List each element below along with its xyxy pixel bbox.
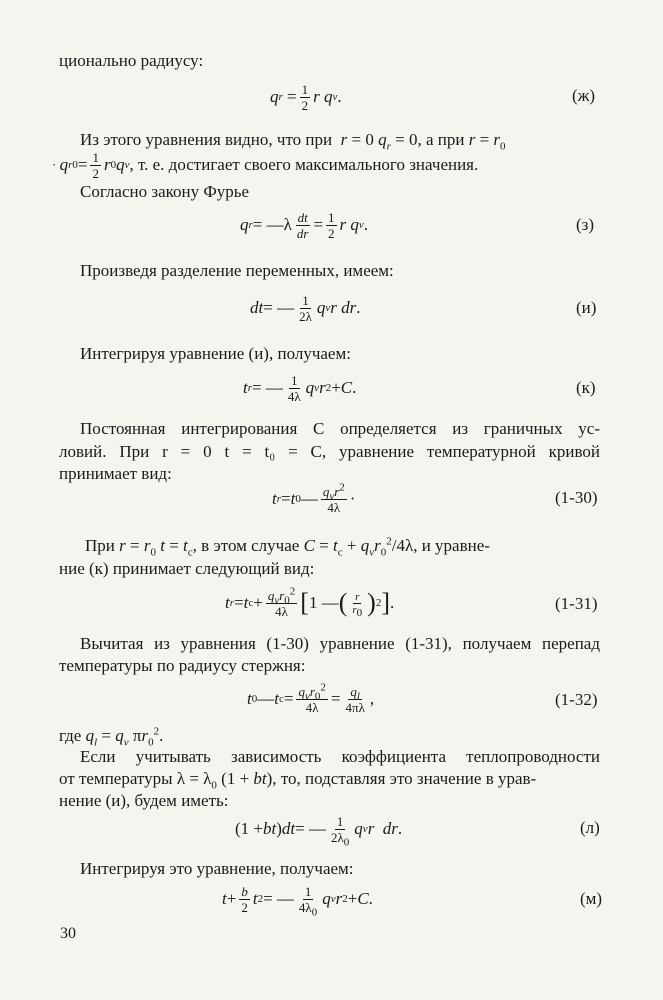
text-line-7: Постоянная интегрирования C определяется из граничных ус- — [80, 419, 600, 438]
equation-label-1-30: (1-30) — [555, 488, 598, 507]
text-line-2a: Из этого уравнения видно, что при — [80, 130, 333, 149]
text-line-10b: в этом случае — [201, 536, 300, 555]
text-line-2: Из этого уравнения видно, что при r = 0 $q_r = 0$, а при $r = r_0$ — [80, 130, 506, 153]
equation-label-1-32: (1-32) — [555, 690, 598, 709]
text-line-1: ционально радиусу: — [59, 51, 204, 70]
text-line-6: Интегрируя уравнение (и), получаем: — [80, 344, 351, 363]
text-line-10: При $r = r_0$ $t = t_с$, в этом случае $C = t_с + q_vr_0^2/4\lambda$, и уравне- — [85, 535, 490, 559]
equation-1-30: t r = t 0 — $\frac{q_vr^2}{4\lambda}$ · — [272, 481, 356, 515]
text-line-8: ловий. При r = 0 t = t₀ = C, уравнение температурной кривой — [59, 442, 600, 461]
text-line-5: Произведя разделение переменных, имеем: — [80, 261, 394, 280]
text-line-10c: и уравне- — [421, 536, 490, 555]
text-line-12: Вычитая из уравнения (1-30) уравнение (1-31), получаем перепад — [80, 634, 600, 653]
equation-1-31: t r = t с + $\frac{q_vr_0^2}{4\lambda}$ [ 1 — ( $\frac{r}{r_0}$ ) 2 ] . — [225, 585, 395, 619]
text-line-9: принимает вид: — [59, 464, 172, 483]
equation-m: t + $\frac{b}{2}$ t 2 = — $\frac{1}{4\lambda_0}$ q v r 2 + C . — [222, 883, 373, 919]
equation-label-l: (л) — [580, 818, 600, 837]
equation-l: (1 + bt ) dt = — $\frac{1}{2\lambda_0}$ q v r dr . — [235, 813, 403, 849]
text-line-15: Если учитывать зависимость коэффициента теплопроводности — [80, 747, 600, 766]
equation-1-32: t 0 — t с = $\frac{q_vr_0^2}{4\lambda}$ = $\frac{q_l}{4\pi\lambda}$ , — [247, 681, 375, 715]
equation-i: dt = — $\frac{1}{2\lambda}$ q v r dr . — [250, 292, 361, 324]
text-line-14: где $q_l = q_v$ $\pi r_0^2$. — [59, 725, 164, 749]
equation-zh: q r = $\frac{1}{2}$ r q v . — [270, 81, 342, 113]
text-line-16: от температуры $\lambda = \lambda_0$ (1 + bt), то, подставляя это значение в урав- — [59, 769, 537, 792]
page-number: 30 — [60, 925, 76, 942]
text-line-13: температуры по радиусу стержня: — [59, 656, 306, 675]
equation-label-1-31: (1-31) — [555, 594, 598, 613]
text-line-10a: При — [85, 536, 115, 555]
text-line-16b: то, подставляя это значение в урав- — [280, 769, 537, 788]
text-line-4: Согласно закону Фурье — [80, 182, 250, 201]
text-line-18: Интегрируя это уравнение, получаем: — [80, 859, 354, 878]
text-line-16a: от температуры — [59, 769, 173, 788]
text-line-11: ние (к) принимает следующий вид: — [59, 559, 315, 578]
equation-label-i: (и) — [576, 298, 597, 317]
equation-z: q r = —λ $\frac{dt}{dr}$ = $\frac{1}{2}$ r q v . — [240, 209, 369, 241]
text-line-3: · q r0 = $\frac{1}{2}$ r 0 q v , т. е. достигает своего максимального значения. — [52, 149, 479, 181]
text-line-17: нение (и), будем иметь: — [59, 791, 229, 810]
equation-label-zh: (ж) — [572, 86, 596, 105]
equation-label-k: (к) — [576, 378, 596, 397]
text-line-3b: т. е. достигает своего максимального значения. — [137, 155, 479, 174]
equation-label-z: (з) — [576, 215, 595, 234]
text-line-14a: где — [59, 726, 82, 745]
equation-label-m: (м) — [580, 889, 603, 908]
equation-k: t r = — $\frac{1}{4\lambda}$ q v r 2 + C . — [243, 372, 357, 404]
